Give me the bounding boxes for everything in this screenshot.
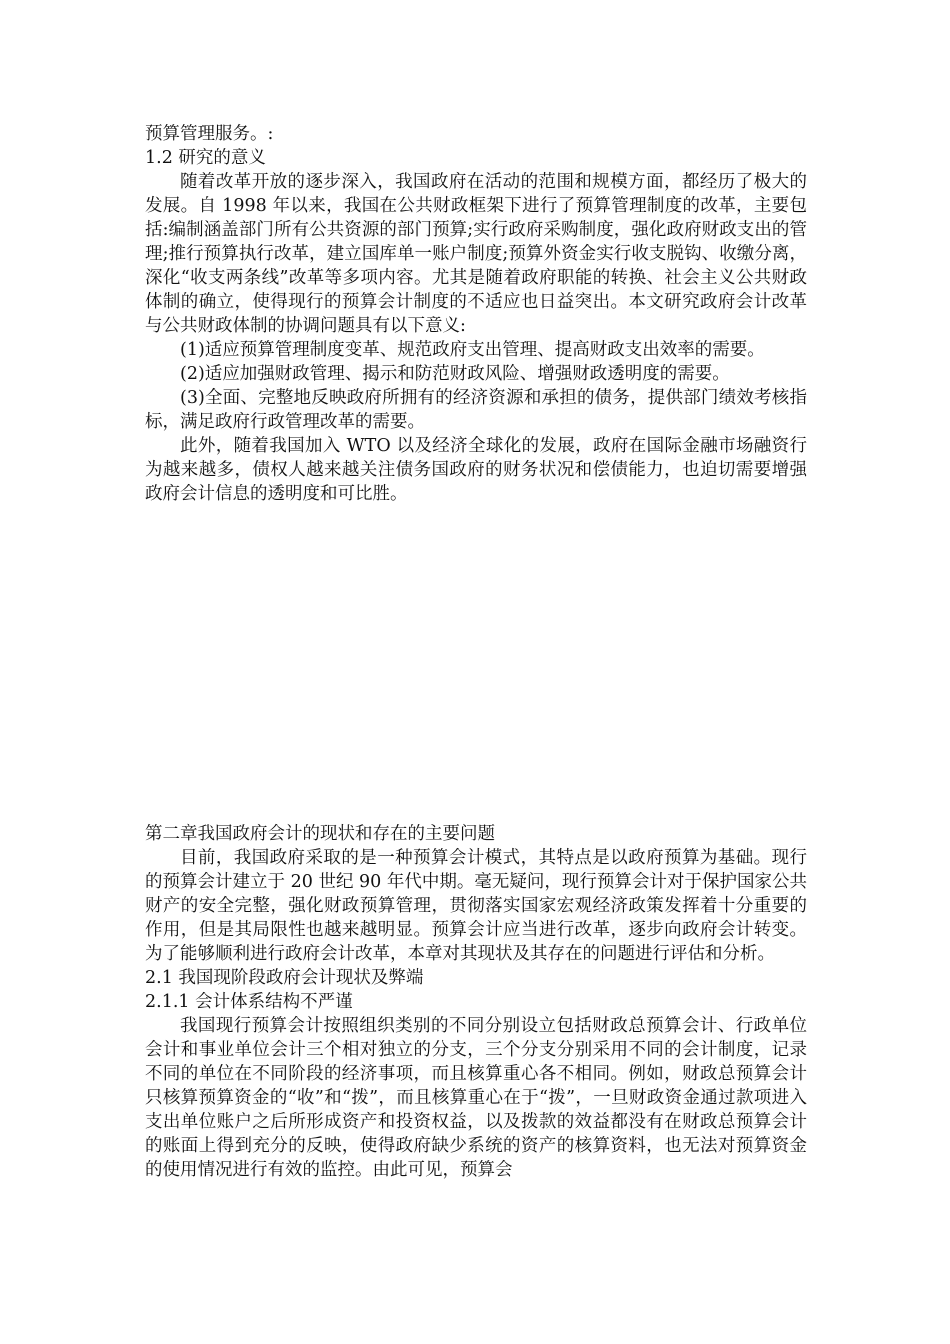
chapter-2 [145,822,807,1182]
paragraph-2-1-1: 我国现行预算会计按照组织类别的不同分别设立包括财政总预算会计、行政单位会计和事业单位会计三个相对独立的分支，三个分支分别采用不同的会计制度，记录不同的单位在不同阶段的经济事项，而且核算重心各不相同。例如，财政总预算会计只核算预算资金的“收”和“拨”，而且核算重心在于“拨”，一旦财政资金通过款项进入支出单位账户之后所形成资产和投资权益，以及拨款的效益都没有在财政总预算会计的账面上得到充分的反映，使得政府缺少系统的资产的核算资料，也无法对预算资金的使用情况进行有效的监控。由此可见，预算会 [145,1016,807,1180]
paragraph-significance: 随着改革开放的逐步深入，我国政府在活动的范围和规模方面，都经历了极大的发展。自 1998 年以来，我国在公共财政框架下进行了预算管理制度的改革，主要包括:编制涵盖部门所有公共资源的部门预算;实行政府采购制度，强化政府财政支出的管理;推行预算执行改革，建立国库单一账户制度;预算外资金实行收支脱钩、收缴分离，深化“收支两条线”改革等多项内容。尤其是随着政府职能的转换、社会主义公共财政体制的确立，使得现行的预算会计制度的不适应也日益突出。本文研究政府会计改革与公共财政体制的协调问题具有以下意义: [145,172,807,336]
paragraph-wto: 此外，随着我国加入 WTO 以及经济全球化的发展，政府在国际金融市场融资行为越来越多，债权人越来越关注债务国政府的财务状况和偿债能力，也迫切需要增强政府会计信息的透明度和可比胜。 [145,436,807,504]
section-heading-2-1: 2.1 我国现阶段政府会计现状及弊端 [145,968,424,988]
section-1-2 [145,122,807,506]
section-heading-2-1-1: 2.1.1 会计体系结构不严谨 [145,992,353,1012]
continuation-text: 预算管理服务。: [145,124,274,144]
list-item-1: (1)适应预算管理制度变革、规范政府支出管理、提高财政支出效率的需要。 [180,340,765,360]
list-item-3: (3)全面、完整地反映政府所拥有的经济资源和承担的债务，提供部门绩效考核指标，满足政府行政管理改革的需要。 [145,388,807,432]
section-heading-1-2: 1.2 研究的意义 [145,148,266,168]
chapter-title: 第二章我国政府会计的现状和存在的主要问题 [145,824,495,844]
chapter-intro-paragraph: 目前，我国政府采取的是一种预算会计模式，其特点是以政府预算为基础。现行的预算会计建立于 20 世纪 90 年代中期。毫无疑问，现行预算会计对于保护国家公共财产的安全完整，强化财政预算管理，贯彻落实国家宏观经济政策发挥着十分重要的作用，但是其局限性也越来越明显。预算会计应当进行改革，逐步向政府会计转变。为了能够顺利进行政府会计改革，本章对其现状及其存在的问题进行评估和分析。 [145,848,807,964]
list-item-2: (2)适应加强财政管理、揭示和防范财政风险、增强财政透明度的需要。 [180,364,730,384]
